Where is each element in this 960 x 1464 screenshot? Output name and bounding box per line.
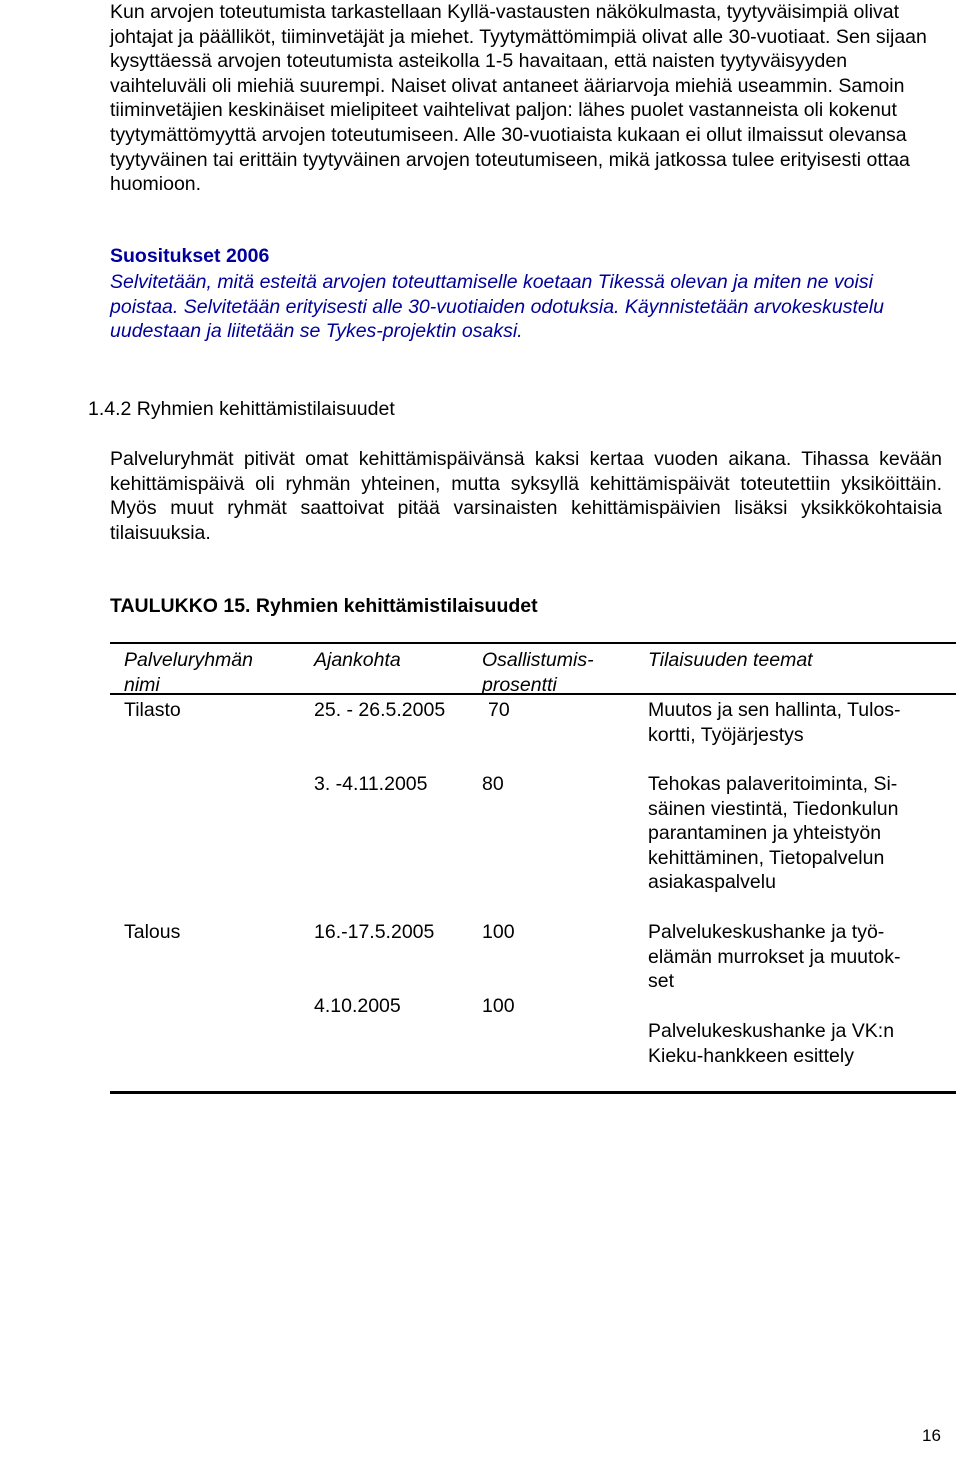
row3-date: 16.-17.5.2005 [314, 921, 435, 943]
header-participation [482, 648, 594, 697]
section-title: Ryhmien kehittämistilaisuudet [136, 398, 395, 420]
header-group [124, 648, 253, 697]
recommendations-body: Selvitetään, mitä esteitä arvojen toteuttamiselle koetaan Tikessä olevan ja miten ne voisi poistaa. Selvitetään erityisesti alle 30-vuotiaiden odotuksia. Käynnistetään arvokeskustelu uudestaan ja liitetään se Tykes-projektin osaksi. [110, 271, 884, 343]
table-header-rule [110, 693, 956, 695]
row4-themes: Palvelukeskushanke ja VK:n Kieku-hankkeen esittely [648, 1020, 895, 1067]
header-themes: Tilaisuuden teemat [648, 649, 813, 671]
row1-themes: Muutos ja sen hallinta, Tulos- kortti, Työjärjestys [648, 699, 901, 746]
row1-percent: 70 [488, 699, 510, 721]
table-top-rule [110, 642, 956, 644]
recommendations-heading: Suositukset 2006 [110, 245, 270, 267]
header-group-line2: nimi [124, 673, 160, 696]
row3-group: Talous [124, 921, 181, 943]
row3-percent: 100 [482, 921, 515, 943]
row1-group: Tilasto [124, 699, 181, 721]
section-heading [88, 397, 395, 422]
row2-themes: Tehokas palaveritoiminta, Si- säinen viestintä, Tiedonkulun parantaminen ja yhteistyön kehittäminen, Tietopalvelun asiakaspalvelu [648, 773, 899, 894]
page-number: 16 [922, 1426, 941, 1445]
row1-date: 25. - 26.5.2005 [314, 699, 446, 721]
row2-percent: 80 [482, 773, 504, 795]
header-participation-line2: prosentti [482, 673, 557, 696]
section-paragraph: Palveluryhmät pitivät omat kehittämispäivänsä kaksi kertaa vuoden aikana. Tihassa kevään kehittämispäivä oli ryhmän yhteinen, mutta syksyllä kehittämispäivät toteutettiin yksiköittäin. Myös muut ryhmät saattoivat pitää varsinaisten kehittämispäivien lisäksi yksikkökohtaisia tilaisuuksia. [110, 448, 942, 544]
row4-percent: 100 [482, 995, 515, 1017]
row3-themes: Palvelukeskushanke ja työ- elämän murrokset ja muutok- set [648, 921, 901, 993]
section-number: 1.4.2 [88, 398, 132, 420]
header-date: Ajankohta [314, 649, 401, 671]
table-title: TAULUKKO 15. Ryhmien kehittämistilaisuudet [110, 595, 538, 617]
row4-date: 4.10.2005 [314, 995, 401, 1017]
intro-paragraph: Kun arvojen toteutumista tarkastellaan Kyllä-vastausten näkökulmasta, tyytyväisimpiä olivat johtajat ja päälliköt, tiiminvetäjät ja miehet. Tyytymättömimpiä olivat alle 30-vuotiaat. Sen sijaan kysyttäessä arvojen toteutumista asteikolla 1-5 havaitaan, että naisten tyytyväisyyden vaihteluväli oli miehiä suurempi. Naiset olivat antaneet ääriarvoja miehiä useammin. Samoin tiiminvetäjien keskinäiset mielipiteet vaihtelivat paljon: lähes puolet vastanneista oli kokenut tyytymättömyyttä arvojen toteutumiseen. Alle 30-vuotiaista kukaan ei ollut ilmaissut olevansa tyytyväinen tai erittäin tyytyväinen arvojen toteutumiseen, mikä jatkossa tulee erityisesti ottaa huomioon. [110, 1, 927, 196]
table-bottom-rule [110, 1091, 956, 1094]
header-participation-line1: Osallistumis- [482, 649, 594, 671]
header-group-line1: Palveluryhmän [124, 649, 253, 671]
row2-date: 3. -4.11.2005 [314, 773, 428, 795]
